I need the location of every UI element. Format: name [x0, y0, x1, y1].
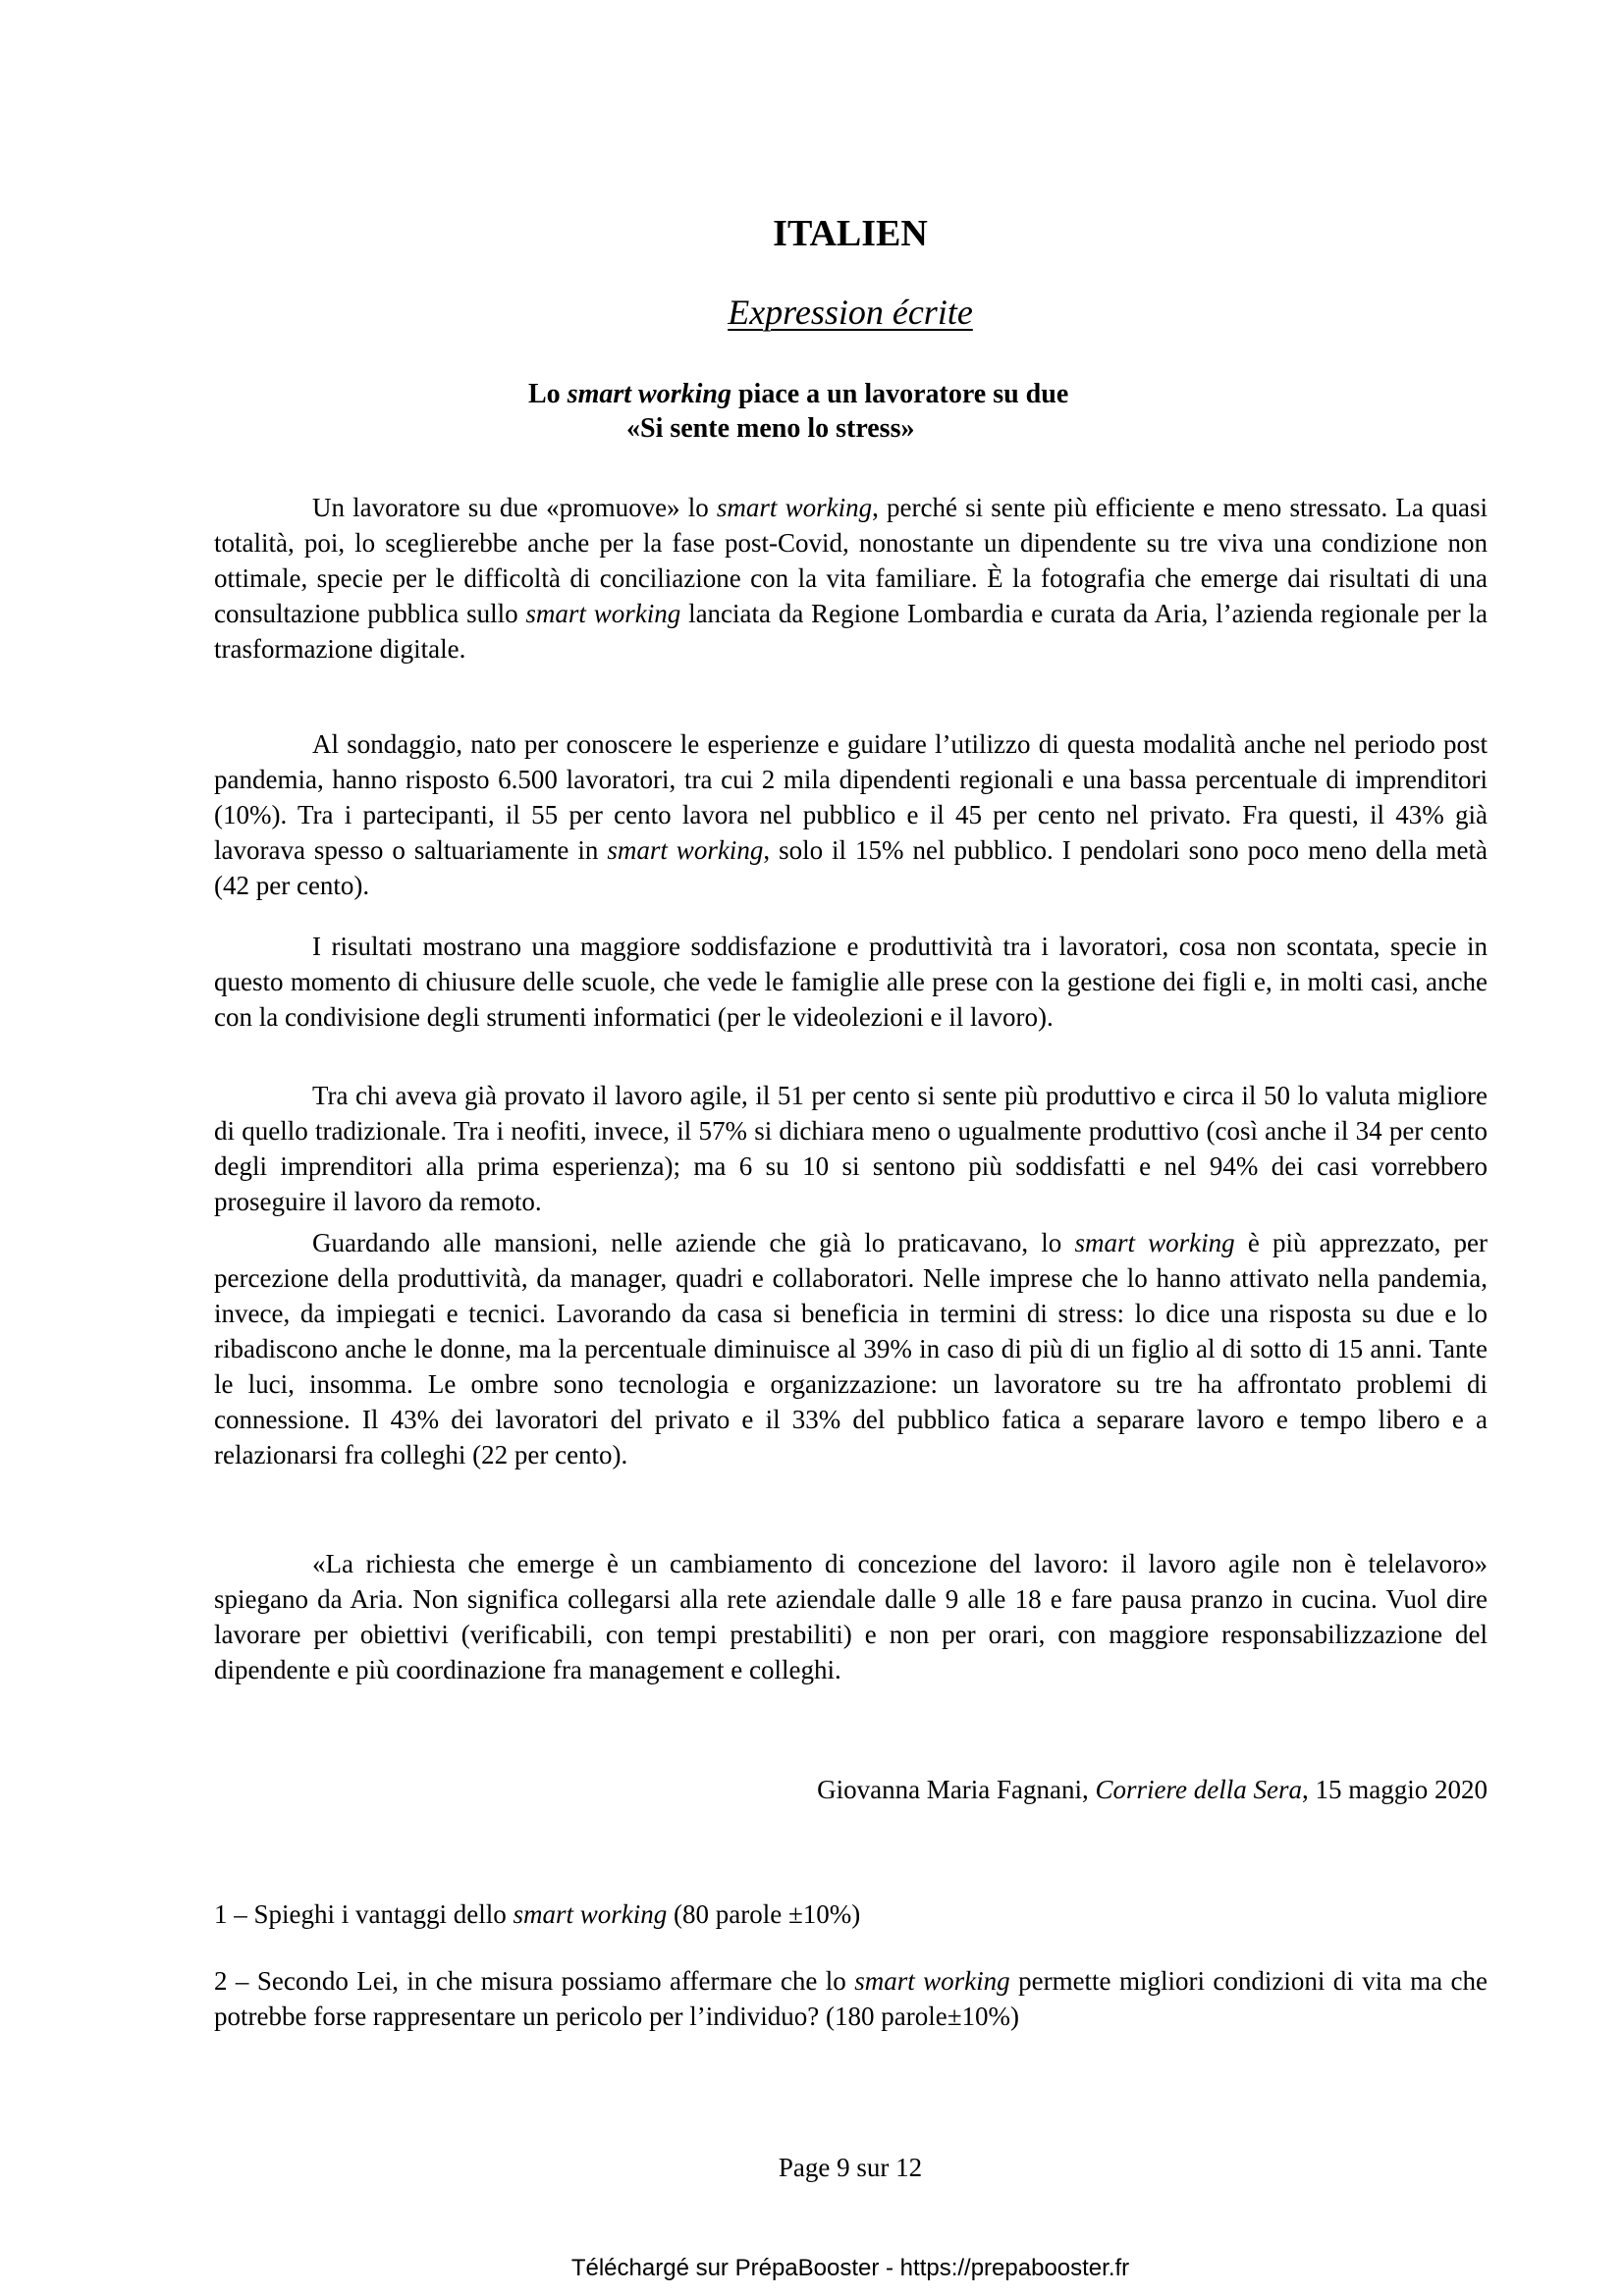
article-paragraph-5-block [214, 1225, 1488, 1472]
section-title [0, 293, 1624, 332]
headline-italic-term: smart working [567, 379, 731, 409]
italic-term: smart working [513, 1899, 668, 1929]
article-paragraph [214, 1546, 1488, 1687]
headline-line2: «Si sente meno lo stress» [626, 413, 915, 444]
page-number: Page 9 sur 12 [778, 2153, 923, 2182]
question-1 [214, 1896, 1488, 1932]
text-run: lanciata da Regione Lombardia e curata da Aria, l’azienda regionale per la trasformazione digitale. [214, 599, 1488, 664]
italic-term: smart working [607, 835, 764, 865]
text-run: , perché si sente più efficiente e meno stressato. La quasi totalità, poi, lo sceglierebbe anche per la fase post-Covid, nonostante un dipendente su tre viva una condizione non ottimale, specie per le difficoltà di conciliazione con la vita familiare. È la fotografia che emerge dai risultati di una consultazione pubblica sullo [214, 493, 1488, 628]
article-paragraph-6-block [214, 1546, 1488, 1687]
headline-line1 [528, 379, 1068, 409]
italic-term: smart working [716, 493, 873, 522]
article-citation [214, 1772, 1488, 1807]
article-paragraph-1-block [214, 490, 1488, 667]
text-run: Guardando alle mansioni, nelle aziende che già lo praticavano, lo [312, 1228, 1075, 1257]
article-paragraph [214, 1078, 1488, 1219]
text-run: (80 parole ±10%) [667, 1899, 861, 1929]
article-paragraph [214, 726, 1488, 903]
article-paragraph [214, 929, 1488, 1035]
text-run: 1 – Spieghi i vantaggi dello [214, 1899, 514, 1929]
section-title-text: Expression écrite [728, 293, 973, 332]
text-run: I risultati mostrano una maggiore soddisfazione e produttività tra i lavoratori, cosa non scontata, specie in questo momento di chiusure delle scuole, che vede le famiglie alle prese con la gestione dei figli e, in molti casi, anche con la condivisione degli strumenti informatici (per le videolezioni e il lavoro). [214, 932, 1488, 1032]
text-run: Un lavoratore su due «promuove» lo [312, 493, 717, 522]
article-paragraph [214, 490, 1488, 667]
text-run: Al sondaggio, nato per conoscere le esperienze e guidare l’utilizzo di questa modalità anche nel periodo post pandemia, hanno risposto 6.500 lavoratori, tra cui 2 mila dipendenti regionali e una bassa percentuale di imprenditori (10%). Tra i partecipanti, il 55 per cento lavora nel pubblico e il 45 per cento nel privato. Fra questi, il 43% già lavorava spesso o saltuariamente in [214, 729, 1488, 865]
headline-suffix: piace a un lavoratore su due [731, 379, 1069, 409]
article-paragraph-3-block [214, 929, 1488, 1035]
italic-term: smart working [1074, 1228, 1235, 1257]
watermark-link[interactable]: Téléchargé sur PrépaBooster - https://prepabooster.fr [570, 2255, 1130, 2281]
text-run: 2 – Secondo Lei, in che misura possiamo affermare che lo [214, 1966, 855, 1996]
download-watermark-link[interactable] [0, 2254, 1624, 2283]
article-paragraph-4-block [214, 1078, 1488, 1219]
citation-source: Corriere della Sera [1095, 1775, 1302, 1804]
italic-term: smart working [854, 1966, 1010, 1996]
text-run: «La richiesta che emerge è un cambiamento di concezione del lavoro: il lavoro agile non è telelavoro» spiegano da Aria. Non significa collegarsi alla rete aziendale dalle 9 alle 18 e fare pausa pranzo in cucina. Vuol dire lavorare per obiettivi (verificabili, con tempi prestabiliti) e non per orari, con maggiore responsabilizzazione del dipendente e più coordinazione fra management e colleghi. [214, 1549, 1488, 1684]
text-run: Tra chi aveva già provato il lavoro agile, il 51 per cento si sente più produttivo e circa il 50 lo valuta migliore di quello tradizionale. Tra i neofiti, invece, il 57% si dichiara meno o ugualmente produttivo (così anche il 34 per cento degli imprenditori alla prima esperienza); ma 6 su 10 si sentono più soddisfatti e nel 94% dei casi vorrebbero proseguire il lavoro da remoto. [214, 1081, 1488, 1216]
italic-term: smart working [525, 599, 681, 628]
question-2 [214, 1963, 1488, 2034]
text-run: è più apprezzato, per percezione della produttività, da manager, quadri e collaboratori. Nelle imprese che lo hanno attivato nella pandemia, invece, da impiegati e tecnici. Lavorando da casa si beneficia in termini di stress: lo dice una risposta su due e lo ribadiscono anche le donne, ma la percentuale diminuisce al 39% in caso di più di un figlio al di sotto di 15 anni. Tante le luci, insomma. Le ombre sono tecnologia e organizzazione: un lavoratore su tre ha affrontato problemi di connessione. Il 43% dei lavoratori del privato e il 33% del pubblico fatica a separare lavoro e tempo libero e a relazionarsi fra colleghi (22 per cento). [214, 1228, 1488, 1469]
article-paragraph [214, 1225, 1488, 1472]
citation-author: Giovanna Maria Fagnani, [817, 1775, 1096, 1804]
text-run: permette migliori condizioni di vita ma che potrebbe forse rappresentare un pericolo per l’individuo? (180 parole±10%) [214, 1966, 1488, 2031]
subject-title: ITALIEN [773, 213, 928, 254]
headline-prefix: Lo [528, 379, 568, 409]
text-run: , solo il 15% nel pubblico. I pendolari sono poco meno della metà (42 per cento). [214, 835, 1488, 900]
article-paragraph-2-block [214, 726, 1488, 903]
article-headline [528, 377, 1216, 446]
citation-date: , 15 maggio 2020 [1302, 1775, 1488, 1804]
